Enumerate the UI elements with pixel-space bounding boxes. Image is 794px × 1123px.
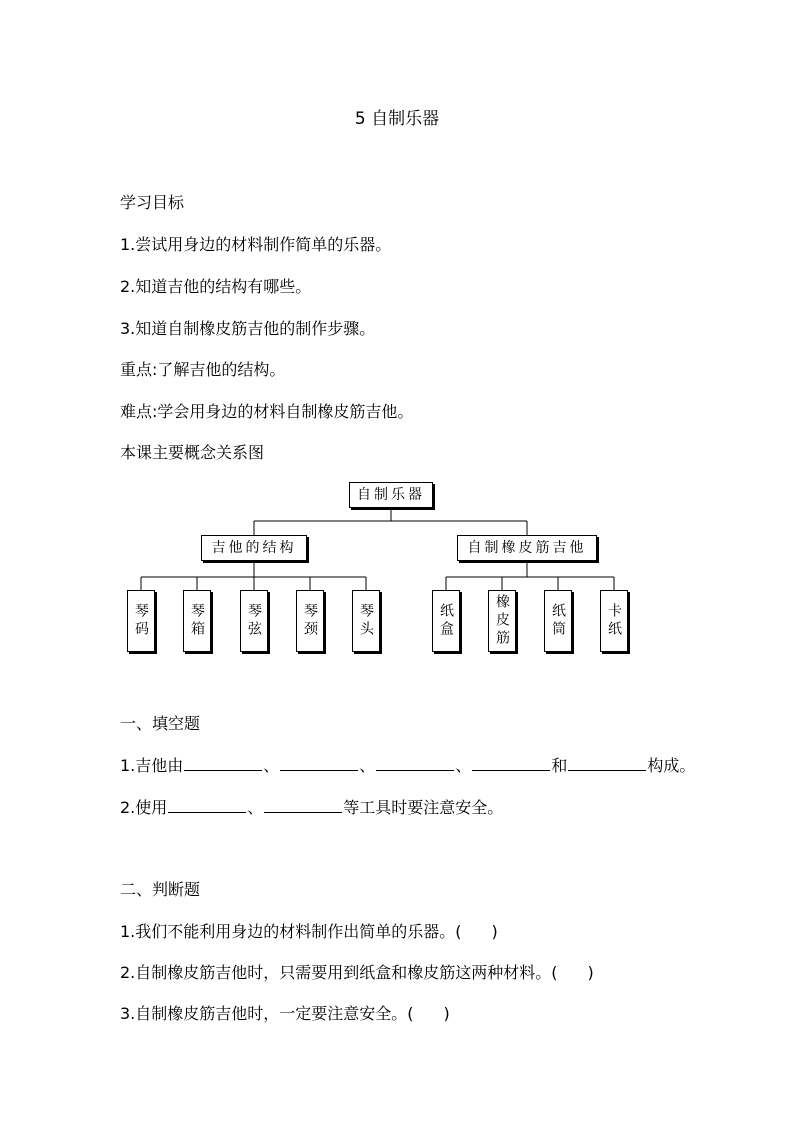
paren-open: (	[551, 963, 558, 982]
q1-prefix: 1.吉他由	[120, 756, 184, 775]
separator: 、	[247, 798, 264, 817]
page-title: 5 自制乐器	[354, 109, 440, 129]
concept-leaf-cardboard: 卡纸	[600, 590, 628, 652]
concept-leaf-rubber-band: 橡皮筋	[488, 590, 516, 652]
paren-close: )	[587, 963, 594, 982]
paren-close: )	[443, 1004, 450, 1023]
true-false-question-3	[120, 1001, 450, 1024]
concept-leaf-bridge: 琴码	[127, 590, 155, 652]
concept-guitar-structure: 吉他的结构	[201, 535, 307, 561]
difficulty: 难点:学会用身边的材料自制橡皮筋吉他。	[120, 402, 414, 421]
separator: 、	[263, 756, 280, 775]
concept-leaf-paper-box: 纸盒	[432, 590, 460, 652]
answer-blank[interactable]	[184, 756, 262, 771]
concept-leaf-strings: 琴弦	[240, 590, 268, 652]
answer-blank[interactable]	[168, 798, 246, 813]
q2-prefix: 2.使用	[120, 798, 168, 817]
answer-blank[interactable]	[264, 798, 342, 813]
concept-rubber-band-guitar: 自制橡皮筋吉他	[457, 535, 597, 561]
separator: 、	[455, 756, 472, 775]
fill-blank-question-1	[120, 753, 695, 776]
concept-root: 自制乐器	[349, 482, 433, 508]
true-false-question-1	[120, 919, 498, 942]
true-false-heading: 二、判断题	[120, 880, 201, 899]
paren-close: )	[491, 922, 498, 941]
answer-blank[interactable]	[280, 756, 358, 771]
question-text: 1.我们不能利用身边的材料制作出简单的乐器。	[120, 922, 456, 941]
question-text: 2.自制橡皮筋吉他时，只需要用到纸盒和橡皮筋这两种材料。	[120, 963, 552, 982]
objective-1: 1.尝试用身边的材料制作简单的乐器。	[120, 235, 392, 254]
fill-blank-heading: 一、填空题	[120, 714, 201, 733]
separator: 、	[359, 756, 376, 775]
fill-blank-question-2	[120, 795, 503, 818]
objectives-heading: 学习目标	[120, 193, 185, 212]
q2-suffix: 等工具时要注意安全。	[343, 798, 504, 817]
q1-suffix: 构成。	[647, 756, 696, 775]
objective-3: 3.知道自制橡皮筋吉他的制作步骤。	[120, 319, 376, 338]
question-text: 3.自制橡皮筋吉他时，一定要注意安全。	[120, 1004, 408, 1023]
concept-map-heading: 本课主要概念关系图	[120, 443, 265, 462]
concept-leaf-head: 琴头	[352, 590, 380, 652]
answer-blank[interactable]	[376, 756, 454, 771]
concept-leaf-neck: 琴颈	[296, 590, 324, 652]
true-false-question-2	[120, 960, 594, 983]
paren-open: (	[455, 922, 462, 941]
answer-blank[interactable]	[568, 756, 646, 771]
answer-blank[interactable]	[472, 756, 550, 771]
key-point: 重点:了解吉他的结构。	[120, 360, 286, 379]
and-text: 和	[551, 756, 568, 775]
paren-open: (	[407, 1004, 414, 1023]
concept-leaf-body: 琴箱	[183, 590, 211, 652]
objective-2: 2.知道吉他的结构有哪些。	[120, 277, 312, 296]
concept-leaf-paper-tube: 纸筒	[544, 590, 572, 652]
